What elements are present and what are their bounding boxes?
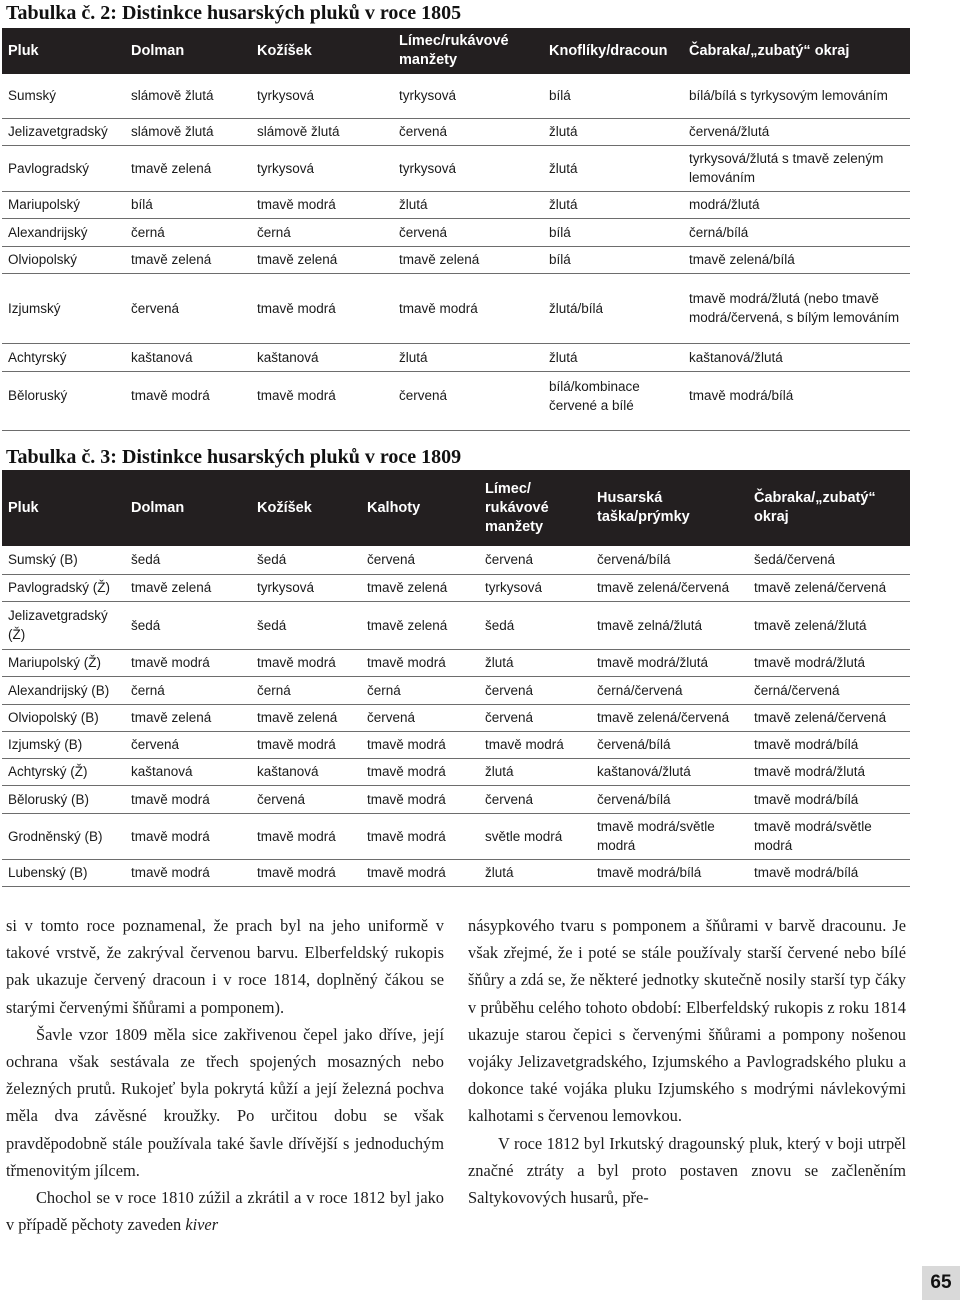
table-cell: žlutá [485, 864, 514, 880]
table-cell: Sumský [2, 74, 125, 118]
table-cell: tmavě modrá [257, 864, 336, 880]
header-kozisek: Kožíšek [251, 470, 361, 546]
table-cell: tmavě modrá [125, 785, 251, 813]
italic-term: kiver [185, 1215, 219, 1235]
table-cell: šedá [479, 601, 591, 649]
header-dolman: Dolman [125, 470, 251, 546]
table-cell: tmavě zelená/bílá [683, 246, 910, 273]
table-cell: kaštanová [251, 343, 393, 371]
table-cell: červená [251, 785, 361, 813]
table-cell: tmavě modrá/žlutá [591, 649, 748, 676]
table-cell: bílá [543, 74, 683, 118]
table-cell: Olviopolský [2, 246, 125, 273]
table-cell: černá/bílá [683, 218, 910, 246]
table-cell: tmavě zelená/červená [591, 574, 748, 601]
table-cell: tmavě modrá [251, 273, 393, 343]
table-cell: červená [479, 546, 591, 574]
table-cell: žlutá [393, 191, 543, 218]
table-cell: Sumský (B) [2, 546, 125, 574]
table-bottom-rule [2, 886, 910, 887]
table-header-row [2, 28, 910, 74]
table-cell: Běloruský [8, 388, 68, 404]
table-cell: tyrkysová [251, 74, 393, 118]
header-pluk: Pluk [2, 28, 125, 74]
table2-caption: Tabulka č. 2: Distinkce husarských pluků v roce 1805 [6, 2, 462, 24]
distinctions-1805-table [2, 28, 910, 420]
table-cell: černá [125, 218, 251, 246]
table-row [2, 343, 910, 371]
table-cell: tmavě zelená [361, 601, 479, 649]
header-cabraka: Čabraka/„zubatý“ okraj [748, 470, 910, 546]
table-cell: tmavě modrá [361, 813, 479, 859]
table-cell: tmavě modrá [361, 649, 479, 676]
table-cell: tmavě modrá/bílá [754, 864, 859, 880]
table-cell: červená/bílá [591, 731, 748, 758]
table-row [2, 145, 910, 191]
table-cell: Grodněnský (B) [2, 813, 125, 859]
table-cell: červená [399, 388, 448, 404]
table-cell: tmavě modrá [251, 731, 361, 758]
table-cell: tmavě modrá/bílá [597, 864, 702, 880]
table-cell: tmavě modrá [131, 388, 210, 404]
table-cell: tmavě modrá [125, 649, 251, 676]
table-row [2, 574, 910, 601]
table-cell: slámově žlutá [125, 118, 251, 145]
table-cell: černá [251, 218, 393, 246]
table-cell: Jelizavetgradský (Ž) [2, 601, 125, 649]
body-column-right [468, 912, 906, 1211]
table-row [2, 676, 910, 704]
header-kozisek: Kožíšek [251, 28, 393, 74]
table-cell: tmavě zelená [393, 246, 543, 273]
table-cell: bílá [125, 191, 251, 218]
table-cell: šedá [251, 546, 361, 574]
header-limec: Límec/rukávové manžety [393, 28, 543, 74]
table-cell: tmavě zelená [251, 246, 393, 273]
table-cell: Jelizavetgradský [2, 118, 125, 145]
table-cell: tyrkysová [393, 74, 543, 118]
table-cell: tmavě zelená [125, 145, 251, 191]
table-cell: bílá/kombinace červené a bílé [549, 378, 640, 413]
table-cell: tmavě zelená [125, 574, 251, 601]
table-bottom-rule [2, 430, 910, 431]
table-cell: bílá [543, 218, 683, 246]
table-cell: tmavě modrá [361, 785, 479, 813]
paragraph [6, 1184, 444, 1238]
table-cell: slámově žlutá [125, 74, 251, 118]
table-header-row [2, 470, 910, 546]
distinctions-1809-table [2, 470, 910, 885]
table-cell: tyrkysová [251, 145, 393, 191]
paragraph: V roce 1812 byl Irkutský dragounský pluk, který v boji utrpěl značné ztráty a byl proto postaven znovu se začleněním Saltykovových husarů, pře- [468, 1133, 906, 1208]
paragraph-text: Chochol se v roce 1810 zúžil a zkrátil a v roce 1812 byl jako v případě pěchoty zaveden [6, 1188, 444, 1235]
table-row [2, 218, 910, 246]
table-cell: tmavě modrá [361, 731, 479, 758]
header-cabraka: Čabraka/„zubatý“ okraj [683, 28, 910, 74]
table-cell: slámově žlutá [251, 118, 393, 145]
table-cell: žlutá [543, 343, 683, 371]
table-cell: tmavě modrá [393, 273, 543, 343]
table-cell: červená [479, 704, 591, 731]
table-cell: modrá/žlutá [683, 191, 910, 218]
table-cell: žlutá [543, 191, 683, 218]
table-cell: Achtyrský [2, 343, 125, 371]
table-cell: tmavě modrá/bílá [748, 731, 910, 758]
table-cell: Alexandrijský [2, 218, 125, 246]
header-taska: Husarská taška/prýmky [591, 470, 748, 546]
table-row [2, 785, 910, 813]
table-cell: šedá [251, 601, 361, 649]
table-cell: tmavě modrá [479, 731, 591, 758]
table-row [2, 74, 910, 118]
table-cell: červená [125, 273, 251, 343]
table-row [2, 649, 910, 676]
table-row [2, 118, 910, 145]
body-column-left [6, 912, 444, 1238]
header-kalhoty: Kalhoty [361, 470, 479, 546]
table-cell: šedá [125, 546, 251, 574]
table-row [2, 246, 910, 273]
table-cell: tmavě zelená/žlutá [748, 601, 910, 649]
table-cell: žlutá [543, 118, 683, 145]
table-cell: Mariupolský (Ž) [2, 649, 125, 676]
table-cell: červená/bílá [591, 785, 748, 813]
paragraph: si v tomto roce poznamenal, že prach byl na jeho uniformě v takové vrstvě, že zakrýval červenou barvu. Elberfeldský rukopis pak ukazuje červený dracoun i v roce 1814, doplněný čákou se starými červenými šňůrami a pomponem). [6, 916, 444, 1017]
table-cell: Běloruský (B) [2, 785, 125, 813]
table-cell: tmavě modrá [125, 813, 251, 859]
table-cell: černá/červená [748, 676, 910, 704]
table-cell: Lubenský (B) [8, 864, 88, 880]
header-limec: Límec/ rukávové manžety [479, 470, 591, 546]
table-cell: kaštanová [125, 758, 251, 785]
table-cell: tmavě zelená [125, 246, 251, 273]
table-cell: červená [479, 676, 591, 704]
table-row [2, 273, 910, 343]
table-cell: tyrkysová [479, 574, 591, 601]
table-cell: červená [393, 118, 543, 145]
table-cell: černá/červená [591, 676, 748, 704]
table-cell: Alexandrijský (B) [2, 676, 125, 704]
table-cell: tmavě modrá/žlutá (nebo tmavě modrá/červená, s bílým lemováním [683, 273, 910, 343]
table-cell: tmavě zelená/červená [748, 704, 910, 731]
table-cell: šedá/červená [748, 546, 910, 574]
table-cell: kaštanová/žlutá [591, 758, 748, 785]
table-cell: červená/bílá [591, 546, 748, 574]
table-cell: tmavě modrá/bílá [689, 388, 794, 404]
table-cell: tmavě zelená [251, 704, 361, 731]
table-cell: bílá/bílá s tyrkysovým lemováním [683, 74, 910, 118]
table3-caption: Tabulka č. 3: Distinkce husarských pluků v roce 1809 [6, 446, 462, 468]
table-cell: tmavě modrá [251, 191, 393, 218]
table-cell: žlutá [543, 145, 683, 191]
table-cell: červená [393, 218, 543, 246]
table-row [2, 191, 910, 218]
table-cell: tmavě modrá [361, 758, 479, 785]
table-cell: tmavě modrá/bílá [748, 785, 910, 813]
table-cell: červená [125, 731, 251, 758]
table-cell: tmavě modrá [251, 813, 361, 859]
table-cell: červená [361, 546, 479, 574]
table-row [2, 813, 910, 859]
table-cell: kaštanová [125, 343, 251, 371]
table-cell: tmavě modrá/žlutá [748, 649, 910, 676]
table-cell: černá [251, 676, 361, 704]
table-cell: kaštanová [251, 758, 361, 785]
table-cell: černá [125, 676, 251, 704]
table-row [2, 731, 910, 758]
table-row [2, 546, 910, 574]
table-cell: žlutá [393, 343, 543, 371]
table-cell: žlutá/bílá [543, 273, 683, 343]
table-cell: Izjumský (B) [2, 731, 125, 758]
table-cell: tmavě zelená/červená [748, 574, 910, 601]
table-cell: světle modrá [479, 813, 591, 859]
paragraph: násypkového tvaru s pomponem a šňůrami v barvě dracounu. Je však zřejmé, že i poté se stále používaly starší červené nebo bílé šňůry a zdá se, že některé jednotky skutečně nosily starší typ čáky v průběhu celého tohoto období: Elberfeldský rukopis z roku 1814 ukazuje starou čepici s červenými šňůrami a pompony nošenou vojáky Jelizavetgradského, Izjumského a Pavlogradského pluku a dokonce také vojáka pluku Izjumského s modrými návlekovými kalhotami s červenou lemovkou. [468, 916, 906, 1126]
page-number: 65 [922, 1266, 960, 1300]
table-cell: šedá [125, 601, 251, 649]
header-knofliky: Knoflíky/dracoun [543, 28, 683, 74]
table-cell: tmavě zelená [361, 574, 479, 601]
table-cell: tmavě modrá/světle modrá [591, 813, 748, 859]
table-cell: tyrkysová/žlutá s tmavě zeleným lemováním [683, 145, 910, 191]
table-cell: černá [361, 676, 479, 704]
table-cell: tyrkysová [393, 145, 543, 191]
table-cell: Achtyrský (Ž) [2, 758, 125, 785]
table-cell: tmavě zelná/žlutá [591, 601, 748, 649]
table-cell: červená/žlutá [683, 118, 910, 145]
table-cell: kaštanová/žlutá [683, 343, 910, 371]
table-cell: tmavě modrá [251, 649, 361, 676]
table-cell: Izjumský [2, 273, 125, 343]
table-row [2, 704, 910, 731]
table-row [2, 758, 910, 785]
table-cell: žlutá [479, 758, 591, 785]
table-cell: tyrkysová [251, 574, 361, 601]
table-row [2, 601, 910, 649]
table-cell: tmavě modrá [257, 388, 336, 404]
table-cell: Pavlogradský [2, 145, 125, 191]
table-cell: tmavě zelená/červená [591, 704, 748, 731]
table-cell: Olviopolský (B) [2, 704, 125, 731]
table-row [2, 371, 910, 420]
table-cell: tmavě modrá/žlutá [748, 758, 910, 785]
paragraph: Šavle vzor 1809 měla sice zakřivenou čepel jako dříve, její ochrana však sestávala ze třech spojených mosazných nebo železných prutů. Rukojeť byla pokrytá kůží a její železná pochva měla dva závěsné kroužky. Po určitou dobu se však pravděpodobně stále používala také šavle dřívější s jednoduchým třmenovitým jílcem. [6, 1024, 444, 1180]
table-cell: tmavě modrá [367, 864, 446, 880]
table-cell: žlutá [479, 649, 591, 676]
table-cell: tmavě zelená [125, 704, 251, 731]
header-pluk: Pluk [2, 470, 125, 546]
table-cell: tmavě modrá [131, 864, 210, 880]
table-row [2, 859, 910, 885]
table-cell: Mariupolský [2, 191, 125, 218]
table-cell: červená [361, 704, 479, 731]
table-cell: bílá [543, 246, 683, 273]
table-cell: Pavlogradský (Ž) [2, 574, 125, 601]
table-cell: tmavě modrá/světle modrá [748, 813, 910, 859]
header-dolman: Dolman [125, 28, 251, 74]
table-cell: červená [479, 785, 591, 813]
